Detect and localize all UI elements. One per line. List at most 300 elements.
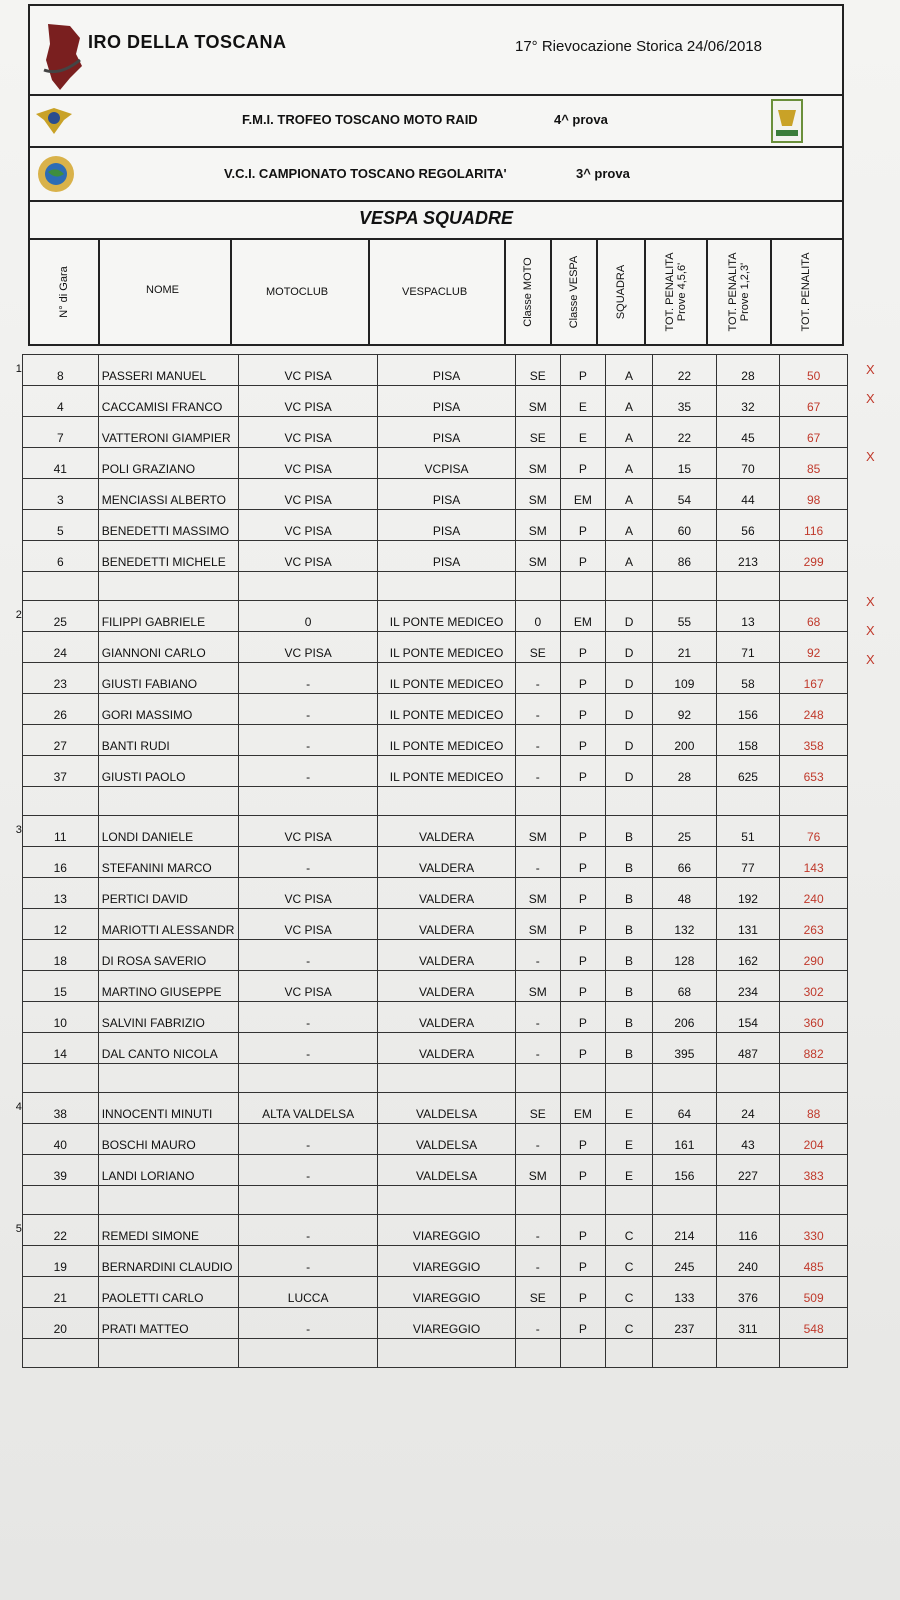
motoclub-cell: -: [238, 1124, 377, 1155]
squadra-cell: B: [605, 971, 652, 1002]
motoclub-cell: -: [238, 1002, 377, 1033]
col-motoclub-header: MOTOCLUB: [232, 240, 370, 344]
race-number-cell: 11: [22, 816, 98, 847]
classe-vespa-cell: EM: [560, 479, 605, 510]
squadra-cell: D: [605, 632, 652, 663]
classe-moto-cell: -: [515, 1308, 560, 1339]
total-penalty-cell: 98: [780, 479, 848, 510]
race-number-cell: 39: [22, 1155, 98, 1186]
name-cell: MARIOTTI ALESSANDR: [98, 909, 238, 940]
race-number-cell: 26: [22, 694, 98, 725]
check-mark: X: [866, 652, 875, 667]
penalty-123-cell: 156: [716, 694, 780, 725]
motoclub-cell: -: [238, 663, 377, 694]
classe-moto-cell: SM: [515, 479, 560, 510]
motoclub-cell: -: [238, 725, 377, 756]
empty-cell: [653, 1186, 717, 1215]
penalty-456-cell: 200: [653, 725, 717, 756]
classe-moto-cell: -: [515, 663, 560, 694]
empty-cell: [8, 787, 22, 816]
penalty-456-cell: 35: [653, 386, 717, 417]
vespaclub-cell: VALDELSA: [378, 1155, 515, 1186]
table-row: [8, 632, 848, 663]
penalty-456-cell: 54: [653, 479, 717, 510]
group-separator-row: [8, 1064, 848, 1093]
empty-cell: [238, 572, 377, 601]
race-number-cell: 20: [22, 1308, 98, 1339]
group-spacer: [8, 1124, 22, 1155]
classe-vespa-cell: P: [560, 355, 605, 386]
penalty-123-cell: 13: [716, 601, 780, 632]
name-cell: REMEDI SIMONE: [98, 1215, 238, 1246]
section-title: VESPA SQUADRE: [358, 208, 514, 228]
check-mark: X: [866, 594, 875, 609]
table-row: [8, 1277, 848, 1308]
vespaclub-cell: PISA: [378, 386, 515, 417]
penalty-456-cell: 25: [653, 816, 717, 847]
vespaclub-cell: PISA: [378, 541, 515, 572]
empty-cell: [716, 1186, 780, 1215]
empty-cell: [8, 1064, 22, 1093]
classe-vespa-cell: P: [560, 1124, 605, 1155]
squadra-cell: A: [605, 541, 652, 572]
vespaclub-cell: IL PONTE MEDICEO: [378, 694, 515, 725]
motoclub-cell: -: [238, 1246, 377, 1277]
vci-globe-emblem-icon: [34, 152, 78, 196]
squadra-cell: A: [605, 479, 652, 510]
check-mark: X: [866, 391, 875, 406]
squadra-cell: B: [605, 816, 652, 847]
classe-moto-cell: SE: [515, 417, 560, 448]
name-cell: STEFANINI MARCO: [98, 847, 238, 878]
vespaclub-cell: VALDERA: [378, 909, 515, 940]
vespaclub-cell: IL PONTE MEDICEO: [378, 725, 515, 756]
table-row: [8, 816, 848, 847]
total-penalty-cell: 509: [780, 1277, 848, 1308]
classe-vespa-cell: EM: [560, 1093, 605, 1124]
squadra-cell: A: [605, 386, 652, 417]
penalty-456-cell: 128: [653, 940, 717, 971]
empty-cell: [22, 572, 98, 601]
race-number-cell: 27: [22, 725, 98, 756]
penalty-123-cell: 32: [716, 386, 780, 417]
table-row: [8, 940, 848, 971]
squadra-cell: A: [605, 448, 652, 479]
group-spacer: [8, 510, 22, 541]
motoclub-cell: ALTA VALDELSA: [238, 1093, 377, 1124]
check-mark: X: [866, 449, 875, 464]
event-subtitle: 17° Rievocazione Storica 24/06/2018: [515, 38, 762, 55]
race-number-cell: 5: [22, 510, 98, 541]
motoclub-cell: VC PISA: [238, 355, 377, 386]
group-spacer: [8, 971, 22, 1002]
group-spacer: [8, 940, 22, 971]
group-spacer: [8, 663, 22, 694]
squadra-cell: D: [605, 725, 652, 756]
classe-moto-cell: SM: [515, 878, 560, 909]
group-separator-row: [8, 1339, 848, 1368]
race-number-cell: 37: [22, 756, 98, 787]
empty-cell: [378, 1186, 515, 1215]
col-classe-vespa-header: Classe VESPA: [552, 240, 598, 344]
vespaclub-cell: VALDELSA: [378, 1124, 515, 1155]
table-row: [8, 601, 848, 632]
classe-vespa-cell: P: [560, 510, 605, 541]
table-row: [8, 1155, 848, 1186]
name-cell: MARTINO GIUSEPPE: [98, 971, 238, 1002]
col-nome-header: NOME: [100, 240, 232, 344]
empty-cell: [238, 1186, 377, 1215]
vespaclub-cell: VALDELSA: [378, 1093, 515, 1124]
total-penalty-cell: 548: [780, 1308, 848, 1339]
empty-cell: [22, 1186, 98, 1215]
penalty-123-cell: 234: [716, 971, 780, 1002]
empty-cell: [515, 787, 560, 816]
group-spacer: [8, 417, 22, 448]
penalty-456-cell: 156: [653, 1155, 717, 1186]
sheet-header: [28, 4, 844, 346]
col-gara-header: N° di Gara: [30, 240, 100, 344]
vespaclub-cell: PISA: [378, 355, 515, 386]
empty-cell: [515, 572, 560, 601]
classe-moto-cell: -: [515, 847, 560, 878]
penalty-123-cell: 44: [716, 479, 780, 510]
table-row: [8, 756, 848, 787]
group-spacer: [8, 847, 22, 878]
name-cell: BOSCHI MAURO: [98, 1124, 238, 1155]
race-number-cell: 12: [22, 909, 98, 940]
race-number-cell: 16: [22, 847, 98, 878]
empty-cell: [515, 1339, 560, 1368]
table-row: [8, 878, 848, 909]
group-spacer: [8, 448, 22, 479]
total-penalty-cell: 143: [780, 847, 848, 878]
empty-cell: [605, 787, 652, 816]
name-cell: PERTICI DAVID: [98, 878, 238, 909]
penalty-123-cell: 116: [716, 1215, 780, 1246]
empty-cell: [653, 787, 717, 816]
total-penalty-cell: 167: [780, 663, 848, 694]
empty-cell: [560, 1339, 605, 1368]
total-penalty-cell: 302: [780, 971, 848, 1002]
column-header-row: [30, 240, 842, 344]
empty-cell: [780, 1064, 848, 1093]
vespaclub-cell: VIAREGGIO: [378, 1277, 515, 1308]
empty-cell: [716, 787, 780, 816]
penalty-123-cell: 213: [716, 541, 780, 572]
table-row: [8, 1002, 848, 1033]
penalty-456-cell: 132: [653, 909, 717, 940]
race-number-cell: 7: [22, 417, 98, 448]
squadra-cell: D: [605, 663, 652, 694]
squadra-cell: E: [605, 1093, 652, 1124]
vespaclub-cell: PISA: [378, 417, 515, 448]
col-pen123-header: TOT. PENALITA Prove 1,2,3': [708, 240, 772, 344]
classe-vespa-cell: EM: [560, 601, 605, 632]
page-title: IRO DELLA TOSCANA: [88, 32, 287, 52]
section-row: [30, 202, 842, 240]
table-row: [8, 694, 848, 725]
total-penalty-cell: 67: [780, 417, 848, 448]
name-cell: GIANNONI CARLO: [98, 632, 238, 663]
group-spacer: [8, 1246, 22, 1277]
penalty-123-cell: 56: [716, 510, 780, 541]
penalty-456-cell: 86: [653, 541, 717, 572]
classe-moto-cell: -: [515, 1215, 560, 1246]
motoclub-cell: VC PISA: [238, 479, 377, 510]
name-cell: PAOLETTI CARLO: [98, 1277, 238, 1308]
penalty-456-cell: 109: [653, 663, 717, 694]
classe-vespa-cell: P: [560, 448, 605, 479]
vespaclub-cell: VALDERA: [378, 816, 515, 847]
motoclub-cell: VC PISA: [238, 510, 377, 541]
penalty-123-cell: 24: [716, 1093, 780, 1124]
penalty-456-cell: 68: [653, 971, 717, 1002]
empty-cell: [560, 787, 605, 816]
vespaclub-cell: VIAREGGIO: [378, 1308, 515, 1339]
empty-cell: [653, 572, 717, 601]
col-squadra-header: SQUADRA: [598, 240, 646, 344]
table-row: [8, 971, 848, 1002]
squadra-cell: C: [605, 1308, 652, 1339]
squadra-cell: B: [605, 1033, 652, 1064]
penalty-123-cell: 154: [716, 1002, 780, 1033]
race-number-cell: 24: [22, 632, 98, 663]
total-penalty-cell: 76: [780, 816, 848, 847]
penalty-456-cell: 245: [653, 1246, 717, 1277]
race-number-cell: 21: [22, 1277, 98, 1308]
empty-cell: [515, 1064, 560, 1093]
name-cell: MENCIASSI ALBERTO: [98, 479, 238, 510]
classe-vespa-cell: P: [560, 1277, 605, 1308]
vespaclub-cell: VALDERA: [378, 1002, 515, 1033]
empty-cell: [8, 572, 22, 601]
group-spacer: [8, 1033, 22, 1064]
classe-moto-cell: SM: [515, 448, 560, 479]
name-cell: BENEDETTI MASSIMO: [98, 510, 238, 541]
table-row: [8, 1124, 848, 1155]
empty-cell: [98, 1064, 238, 1093]
empty-cell: [780, 787, 848, 816]
race-number-cell: 40: [22, 1124, 98, 1155]
penalty-456-cell: 395: [653, 1033, 717, 1064]
classe-moto-cell: -: [515, 940, 560, 971]
vespaclub-cell: PISA: [378, 510, 515, 541]
table-row: [8, 386, 848, 417]
group-number: 5: [8, 1215, 22, 1246]
tuscany-map-logo-icon: [40, 20, 86, 92]
empty-cell: [605, 1064, 652, 1093]
table-row: [8, 479, 848, 510]
vespaclub-cell: VIAREGGIO: [378, 1215, 515, 1246]
classe-vespa-cell: P: [560, 940, 605, 971]
classe-vespa-cell: P: [560, 725, 605, 756]
motoclub-cell: -: [238, 694, 377, 725]
penalty-123-cell: 45: [716, 417, 780, 448]
group-spacer: [8, 725, 22, 756]
squadra-cell: A: [605, 510, 652, 541]
table-row: [8, 1308, 848, 1339]
empty-cell: [378, 1064, 515, 1093]
race-number-cell: 15: [22, 971, 98, 1002]
fmi-round-label: 4^ prova: [554, 112, 608, 127]
race-number-cell: 25: [22, 601, 98, 632]
empty-cell: [98, 1186, 238, 1215]
total-penalty-cell: 50: [780, 355, 848, 386]
penalty-456-cell: 15: [653, 448, 717, 479]
name-cell: BENEDETTI MICHELE: [98, 541, 238, 572]
classe-moto-cell: SE: [515, 632, 560, 663]
motoclub-cell: -: [238, 847, 377, 878]
race-number-cell: 10: [22, 1002, 98, 1033]
name-cell: INNOCENTI MINUTI: [98, 1093, 238, 1124]
squadra-cell: B: [605, 878, 652, 909]
empty-cell: [98, 572, 238, 601]
group-separator-row: [8, 572, 848, 601]
motoclub-cell: VC PISA: [238, 971, 377, 1002]
motoclub-cell: VC PISA: [238, 632, 377, 663]
total-penalty-cell: 263: [780, 909, 848, 940]
penalty-123-cell: 158: [716, 725, 780, 756]
empty-cell: [605, 572, 652, 601]
penalty-456-cell: 55: [653, 601, 717, 632]
empty-cell: [378, 1339, 515, 1368]
empty-cell: [560, 572, 605, 601]
classe-vespa-cell: P: [560, 756, 605, 787]
empty-cell: [378, 787, 515, 816]
classe-vespa-cell: P: [560, 1033, 605, 1064]
classe-moto-cell: -: [515, 1124, 560, 1155]
motoclub-cell: -: [238, 1308, 377, 1339]
empty-cell: [8, 1339, 22, 1368]
empty-cell: [605, 1186, 652, 1215]
race-number-cell: 8: [22, 355, 98, 386]
penalty-123-cell: 28: [716, 355, 780, 386]
penalty-456-cell: 66: [653, 847, 717, 878]
motoclub-cell: VC PISA: [238, 386, 377, 417]
motoclub-cell: VC PISA: [238, 878, 377, 909]
fmi-row: [30, 96, 842, 148]
penalty-456-cell: 206: [653, 1002, 717, 1033]
classe-vespa-cell: P: [560, 1246, 605, 1277]
penalty-456-cell: 133: [653, 1277, 717, 1308]
penalty-456-cell: 22: [653, 355, 717, 386]
race-number-cell: 41: [22, 448, 98, 479]
total-penalty-cell: 330: [780, 1215, 848, 1246]
col-total-header: TOT. PENALITA: [800, 252, 812, 332]
motoclub-cell: LUCCA: [238, 1277, 377, 1308]
classe-vespa-cell: P: [560, 1308, 605, 1339]
name-cell: GORI MASSIMO: [98, 694, 238, 725]
classe-moto-cell: -: [515, 756, 560, 787]
empty-cell: [98, 1339, 238, 1368]
empty-cell: [716, 1339, 780, 1368]
penalty-123-cell: 77: [716, 847, 780, 878]
name-cell: GIUSTI FABIANO: [98, 663, 238, 694]
penalty-123-cell: 162: [716, 940, 780, 971]
vespaclub-cell: VALDERA: [378, 971, 515, 1002]
vespaclub-cell: IL PONTE MEDICEO: [378, 601, 515, 632]
classe-moto-cell: SE: [515, 355, 560, 386]
total-penalty-cell: 248: [780, 694, 848, 725]
group-spacer: [8, 541, 22, 572]
race-number-cell: 22: [22, 1215, 98, 1246]
name-cell: CACCAMISI FRANCO: [98, 386, 238, 417]
total-penalty-cell: 290: [780, 940, 848, 971]
table-row: [8, 541, 848, 572]
squadra-cell: E: [605, 1124, 652, 1155]
vespaclub-cell: VALDERA: [378, 847, 515, 878]
empty-cell: [653, 1064, 717, 1093]
col-vespaclub-header: VESPACLUB: [370, 240, 506, 344]
empty-cell: [22, 1339, 98, 1368]
name-cell: LANDI LORIANO: [98, 1155, 238, 1186]
group-spacer: [8, 1308, 22, 1339]
total-penalty-cell: 92: [780, 632, 848, 663]
classe-vespa-cell: P: [560, 816, 605, 847]
name-cell: PRATI MATTEO: [98, 1308, 238, 1339]
empty-cell: [238, 1064, 377, 1093]
motoclub-cell: VC PISA: [238, 816, 377, 847]
race-number-cell: 6: [22, 541, 98, 572]
total-penalty-cell: 358: [780, 725, 848, 756]
group-spacer: [8, 1002, 22, 1033]
penalty-456-cell: 214: [653, 1215, 717, 1246]
empty-cell: [8, 1186, 22, 1215]
name-cell: FILIPPI GABRIELE: [98, 601, 238, 632]
title-row: [30, 6, 842, 96]
penalty-456-cell: 22: [653, 417, 717, 448]
vespaclub-cell: VALDERA: [378, 1033, 515, 1064]
squadra-cell: E: [605, 1155, 652, 1186]
penalty-456-cell: 21: [653, 632, 717, 663]
empty-cell: [378, 572, 515, 601]
race-number-cell: 19: [22, 1246, 98, 1277]
empty-cell: [780, 1186, 848, 1215]
total-penalty-cell: 204: [780, 1124, 848, 1155]
table-row: [8, 725, 848, 756]
classe-moto-cell: SE: [515, 1277, 560, 1308]
race-number-cell: 38: [22, 1093, 98, 1124]
classe-moto-cell: SM: [515, 971, 560, 1002]
empty-cell: [22, 787, 98, 816]
group-spacer: [8, 909, 22, 940]
empty-cell: [22, 1064, 98, 1093]
classe-moto-cell: SM: [515, 1155, 560, 1186]
classe-moto-cell: -: [515, 1002, 560, 1033]
table-row: [8, 847, 848, 878]
name-cell: VATTERONI GIAMPIER: [98, 417, 238, 448]
table-row: [8, 417, 848, 448]
penalty-456-cell: 161: [653, 1124, 717, 1155]
penalty-456-cell: 60: [653, 510, 717, 541]
penalty-456-cell: 237: [653, 1308, 717, 1339]
classe-vespa-cell: P: [560, 847, 605, 878]
table-row: [8, 909, 848, 940]
group-separator-row: [8, 1186, 848, 1215]
col-pen456-header: TOT. PENALITA Prove 4,5,6': [646, 240, 708, 344]
results-table: [8, 354, 848, 1368]
penalty-123-cell: 487: [716, 1033, 780, 1064]
classe-moto-cell: -: [515, 694, 560, 725]
race-number-cell: 3: [22, 479, 98, 510]
race-number-cell: 18: [22, 940, 98, 971]
penalty-123-cell: 227: [716, 1155, 780, 1186]
total-penalty-cell: 116: [780, 510, 848, 541]
empty-cell: [716, 572, 780, 601]
fmi-trophy-label: F.M.I. TROFEO TOSCANO MOTO RAID: [242, 112, 478, 127]
motoclub-cell: -: [238, 1033, 377, 1064]
